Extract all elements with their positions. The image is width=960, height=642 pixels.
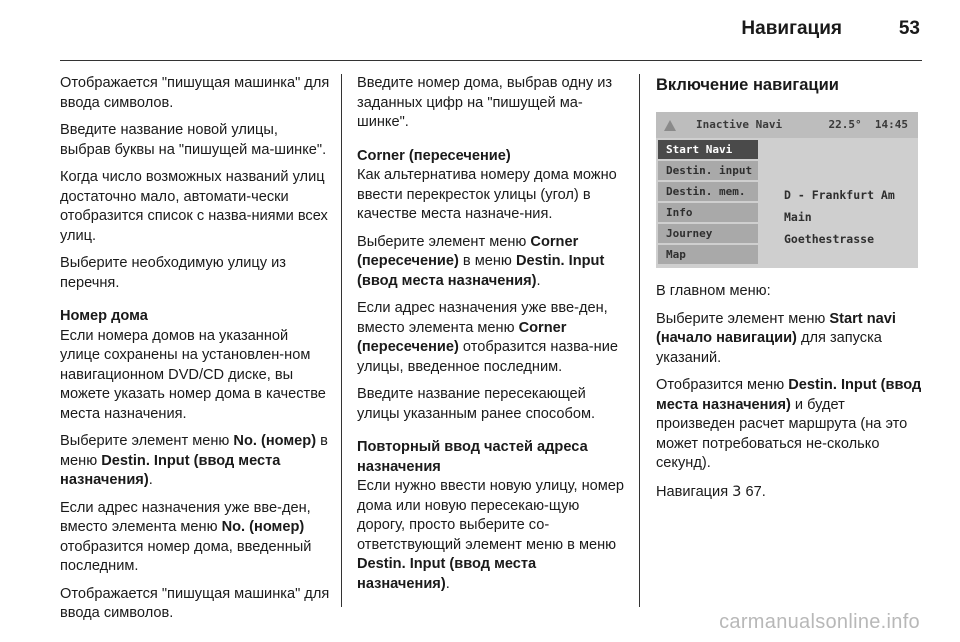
page-ref-arrow-icon: 3 xyxy=(732,482,742,500)
column-divider xyxy=(341,74,342,607)
text: Если адрес назначения уже вве-ден, вместо элемента меню xyxy=(60,499,311,535)
menu-item-journey: Journey xyxy=(658,224,758,243)
menu-term: No. (номер) xyxy=(233,433,317,449)
screen-status-bar xyxy=(656,112,918,138)
text: отобразится назва-ние улицы, введенное последним. xyxy=(357,339,618,375)
text: в меню xyxy=(458,253,516,269)
text: . xyxy=(148,472,153,488)
paragraph: Введите название новой улицы, выбрав буквы на "пишущей ма-шинке". xyxy=(60,122,327,158)
paragraph: Отображается "пишущая машинка" для ввода символов. xyxy=(60,585,330,621)
section-heading: Номер дома xyxy=(60,308,148,324)
paragraph xyxy=(60,432,330,491)
menu-item-map: Map xyxy=(658,245,758,264)
text: Выберите элемент меню xyxy=(60,433,234,449)
text: Навигация xyxy=(656,483,733,500)
section-heading: Повторный ввод частей адреса назначения xyxy=(357,439,588,475)
paragraph: Введите номер дома, выбрав одну из заданных цифр на "пишущей ма-шинке". xyxy=(357,75,613,130)
menu-term: Destin. Input (ввод места назначения) xyxy=(357,556,537,592)
section-heading: Corner (пересечение) xyxy=(357,147,511,164)
screen-menu xyxy=(658,140,758,266)
text: Если нужно ввести новую улицу, номер дома или новую пересекаю-щую дорогу, просто выберите со-ответствующий элемент меню в меню xyxy=(357,478,625,553)
paragraph: Введите название пересекающей улицы указанным ранее способом. xyxy=(357,386,596,422)
clock: 14:45 xyxy=(874,118,908,132)
header-title: Навигация xyxy=(741,18,842,39)
menu-term: No. (номер) xyxy=(221,519,305,535)
destination-city: D - Frankfurt Am Main xyxy=(784,188,895,224)
menu-item-destin-mem: Destin. mem. xyxy=(658,182,758,201)
menu-item-info: Info xyxy=(658,203,758,222)
paragraph: Выберите необходимую улицу из перечня. xyxy=(60,255,286,291)
paragraph: Как альтернатива номеру дома можно ввести перекресток улицы (угол) в качестве места назначе-ния. xyxy=(357,167,617,222)
temperature: 22.5° xyxy=(828,118,862,132)
paragraph xyxy=(656,376,922,474)
screen-title: Inactive Navi xyxy=(696,118,783,132)
column-2 xyxy=(357,74,629,602)
menu-term: Corner (пересечение) xyxy=(357,233,579,269)
destination-info xyxy=(784,184,918,250)
menu-term: Destin. Input (ввод места назначения) xyxy=(656,377,922,413)
text: Выберите элемент меню xyxy=(357,233,531,250)
menu-item-start-navi: Start Navi xyxy=(658,140,758,159)
text: Если адрес назначения уже вве-ден, вместо элемента меню xyxy=(357,300,608,336)
warning-triangle-icon xyxy=(664,120,676,131)
text: в меню xyxy=(60,433,328,469)
section-title: Включение навигации xyxy=(656,76,839,94)
menu-item-destin-input: Destin. input xyxy=(658,161,758,180)
menu-term: Start navi (начало навигации) xyxy=(656,310,896,346)
paragraph xyxy=(357,299,629,377)
menu-term: Destin. Input (ввод места назначения) xyxy=(357,253,605,289)
navi-screen-image xyxy=(656,112,918,268)
menu-term: Destin. Input (ввод места назначения) xyxy=(60,452,281,488)
column-divider xyxy=(639,74,640,607)
text: . xyxy=(445,575,450,592)
text: Выберите элемент меню xyxy=(656,310,830,327)
menu-term: Corner (пересечение) xyxy=(357,319,567,355)
paragraph xyxy=(656,310,922,369)
paragraph: Отображается "пишущая машинка" для ввода символов. xyxy=(60,75,330,111)
watermark: carmanualsonline.info xyxy=(719,611,920,633)
text: отобразится номер дома, введенный последним. xyxy=(60,538,312,574)
text: 67. xyxy=(741,483,766,500)
paragraph: Если номера домов на указанной улице сохранены на установлен-ном навигационном DVD/CD диске, вы можете указать номер дома в качестве места назначения. xyxy=(60,327,326,422)
temperature-readout xyxy=(829,115,909,135)
header-rule xyxy=(60,60,922,61)
paragraph xyxy=(357,233,629,292)
text: . xyxy=(536,272,541,289)
text: Отобразится меню xyxy=(656,377,789,393)
paragraph xyxy=(357,477,629,594)
paragraph: В главном меню: xyxy=(656,283,771,299)
text: для запуска указаний. xyxy=(656,330,882,366)
column-3 xyxy=(656,74,922,510)
page-number: 53 xyxy=(898,18,920,39)
text: и будет произведен расчет маршрута (на это может потребоваться не-сколько секунд). xyxy=(656,396,908,471)
paragraph: Когда число возможных названий улиц достаточно мало, автомати-чески отобразится список с назва-ниями всех улиц. xyxy=(60,169,328,244)
destination-street: Goethestrasse xyxy=(784,232,875,246)
paragraph xyxy=(656,482,922,503)
column-1 xyxy=(60,74,330,632)
paragraph xyxy=(60,499,330,577)
